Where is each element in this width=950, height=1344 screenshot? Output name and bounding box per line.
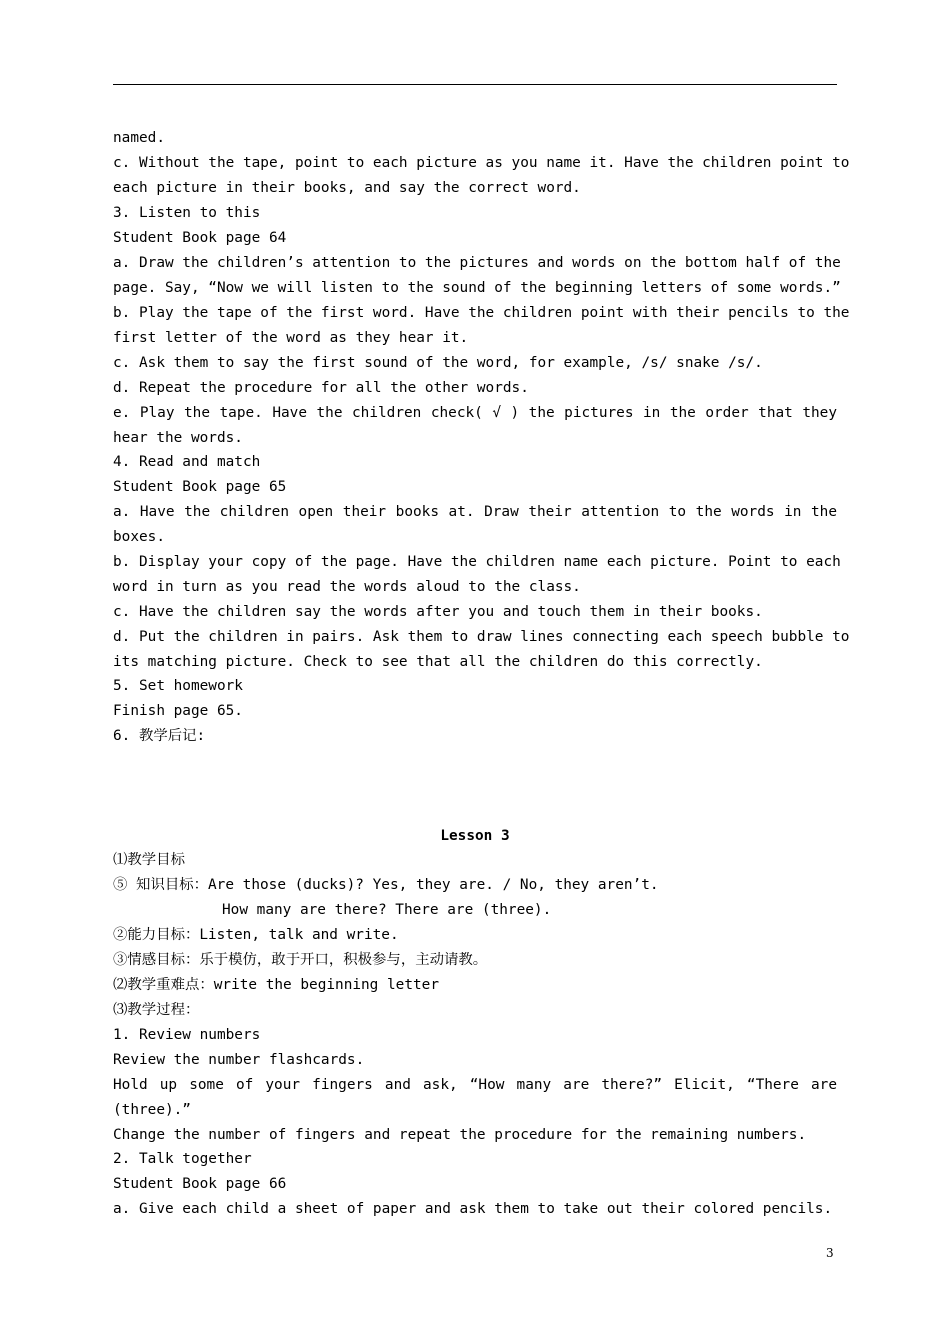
text-line: Finish page 65.: [113, 703, 243, 719]
section-heading: ⑶教学过程：: [113, 1002, 200, 1018]
section-heading: 6. 教学后记:: [113, 728, 206, 744]
text-line: ②能力目标：Listen, talk and write.: [113, 927, 399, 943]
text-line: c. Ask them to say the first sound of the word, for example, /s/ snake /s/.: [113, 355, 763, 371]
text-line: Student Book page 65: [113, 479, 287, 495]
text-line: first letter of the word as they hear it.: [113, 330, 469, 346]
section-heading: 3. Listen to this: [113, 205, 261, 221]
section-heading: ⑵教学重难点：write the beginning letter: [113, 977, 439, 993]
text-line: Student Book page 66: [113, 1176, 287, 1192]
text-line: its matching picture. Check to see that all the children do this correctly.: [113, 654, 763, 670]
text-line: a. Give each child a sheet of paper and ask them to take out their colored pencils.: [113, 1201, 833, 1217]
text-line: word in turn as you read the words aloud to the class.: [113, 579, 581, 595]
text-line: Hold up some of your fingers and ask, “How many are there?” Elicit, “There are: [113, 1077, 837, 1093]
text-line: a. Draw the children’s attention to the pictures and words on the bottom half of the: [113, 255, 841, 271]
text-line: each picture in their books, and say the correct word.: [113, 180, 581, 196]
text-line: d. Put the children in pairs. Ask them to draw lines connecting each speech bubble to: [113, 629, 850, 645]
text-line: ⑤ 知识目标：Are those (ducks)? Yes, they are. / No, they aren’t.: [113, 877, 659, 893]
lesson-title: Lesson 3: [440, 828, 510, 844]
text-line: hear the words.: [113, 430, 243, 446]
text-line: Review the number flashcards.: [113, 1052, 365, 1068]
page-number: 3: [826, 1246, 834, 1260]
text-line: named.: [113, 130, 165, 146]
text-line: Student Book page 64: [113, 230, 287, 246]
header-rule: [113, 84, 837, 85]
text-line: Change the number of fingers and repeat the procedure for the remaining numbers.: [113, 1127, 807, 1143]
text-line: d. Repeat the procedure for all the other words.: [113, 380, 529, 396]
text-line: c. Have the children say the words after you and touch them in their books.: [113, 604, 763, 620]
section-heading: 1. Review numbers: [113, 1027, 261, 1043]
text-line: b. Play the tape of the first word. Have the children point with their pencils to the: [113, 305, 850, 321]
text-line: b. Display your copy of the page. Have the children name each picture. Point to each: [113, 554, 841, 570]
text-line: a. Have the children open their books at. Draw their attention to the words in the: [113, 504, 837, 520]
section-heading: ⑴教学目标: [113, 852, 185, 868]
text-line: page. Say, “Now we will listen to the sound of the beginning letters of some words.”: [113, 280, 841, 296]
section-heading: 4. Read and match: [113, 454, 261, 470]
section-heading: 2. Talk together: [113, 1151, 252, 1167]
section-heading: 5. Set homework: [113, 678, 243, 694]
text-line: (three).”: [113, 1102, 191, 1118]
text-line: ③情感目标：乐于模仿，敢于开口，积极参与，主动请教。: [113, 952, 488, 968]
text-line: How many are there? There are (three).: [222, 902, 552, 918]
text-line: boxes.: [113, 529, 165, 545]
text-line: c. Without the tape, point to each picture as you name it. Have the children point to: [113, 155, 850, 171]
text-line: e. Play the tape. Have the children check( √ ) the pictures in the order that they: [113, 405, 837, 421]
